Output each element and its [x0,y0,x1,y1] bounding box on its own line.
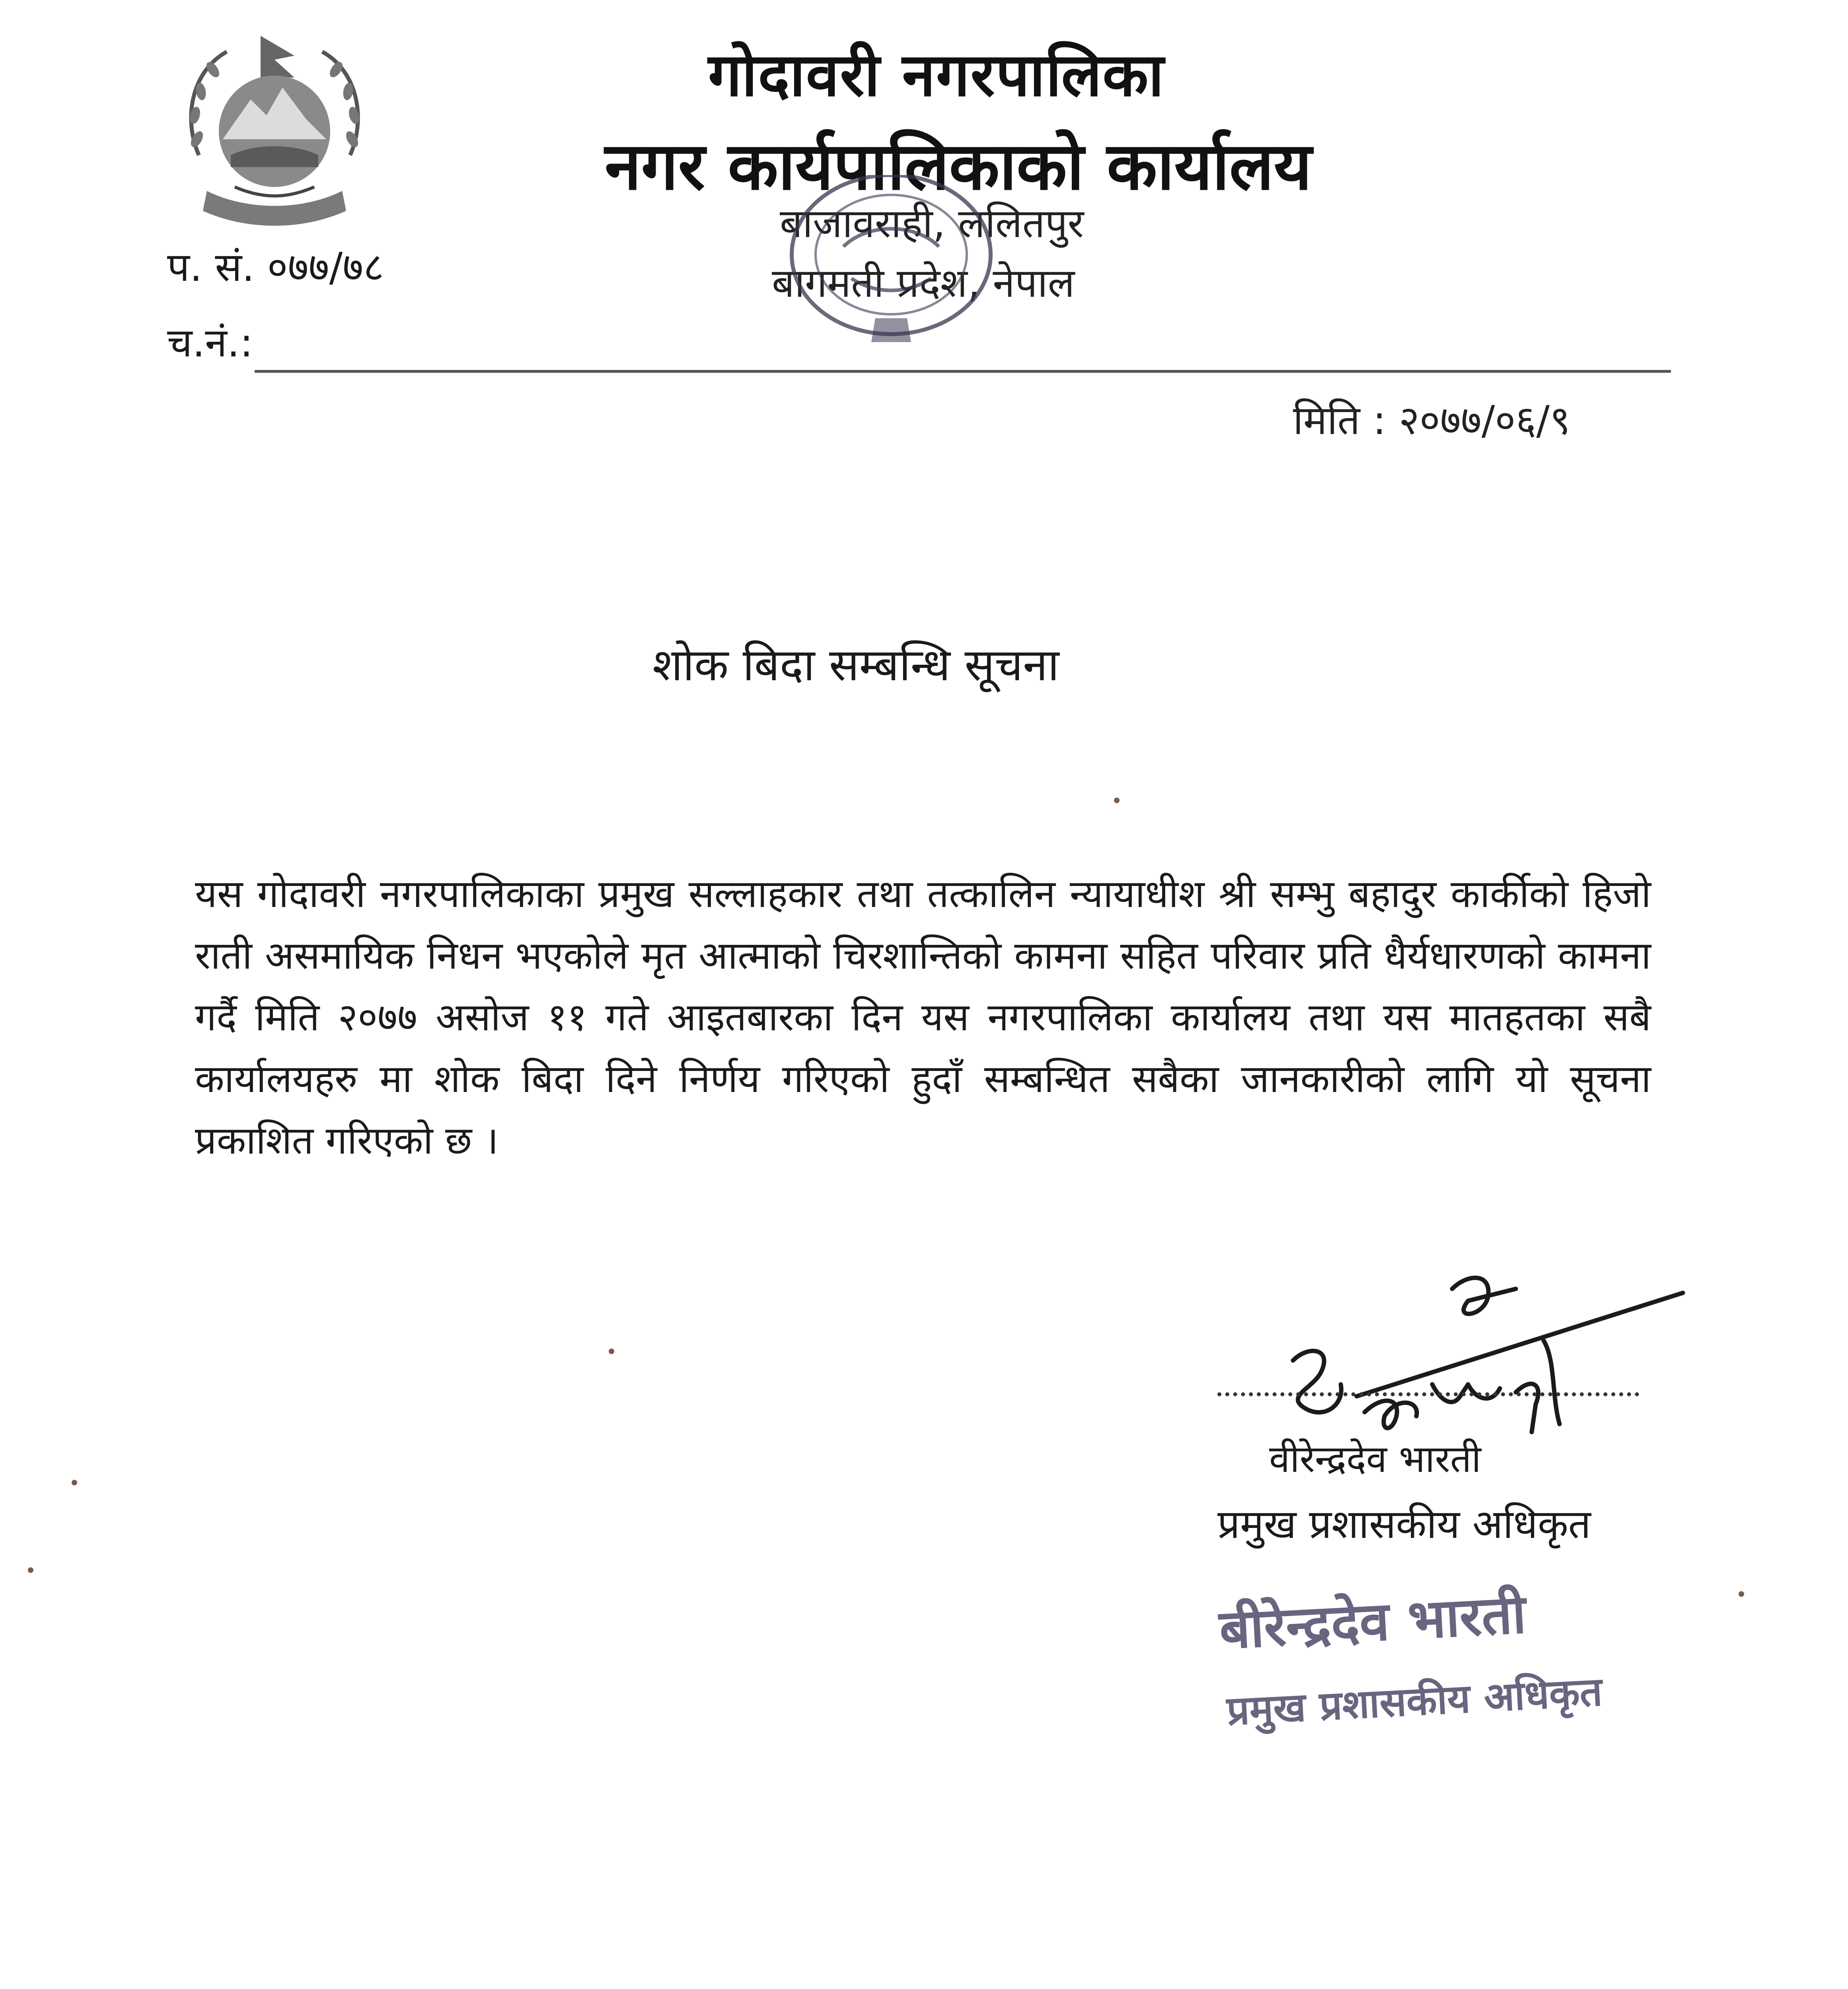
signature-line [1217,1392,1639,1396]
scan-speck [1739,1591,1744,1597]
header-divider [255,370,1671,373]
scan-speck [1114,798,1120,803]
document-date: मिति : २०७७/०६/९ [1293,397,1571,444]
notice-body: यस गोदावरी नगरपालिकाका प्रमुख सल्लाहकार तथा तत्कालिन न्यायाधीश श्री सम्भु बहादुर कार्कीको हिजो राती असमायिक निधन भएकोले मृत आत्माको चिरशान्तिको कामना सहित परिवार प्रति धैर्यधारणको कामना गर्दै मिति २०७७ असोज ११ गते आइतबारका दिन यस नगरपालिका कार्यालय तथा यस मातहतका सबै कार्यालयहरु मा शोक बिदा दिने निर्णय गरिएको हुदाँ सम्बन्धित सबैका जानकारीको लागि यो सूचना प्रकाशित गरिएको छ । [195,872,1651,1163]
office-name: नगर कार्यपालिकाको कार्यालय [605,128,1312,204]
dispatch-number: च.नं.: [167,319,253,366]
scan-speck [72,1480,77,1485]
scan-speck [609,1349,614,1354]
notice-subject: शोक बिदा सम्बन्धि सूचना [652,639,1059,691]
name-stamp: बीरेन्द्रदेव भारती [1217,1582,1528,1661]
title-stamp: प्रमुख प्रशासकीय अधिकृत [1225,1668,1604,1734]
municipality-name: गोदावरी नगरपालिका [708,41,1165,110]
address-line-1: बाजावराही, ललितपुर [780,200,1084,247]
reference-number: प. सं. ०७७/७८ [167,244,384,290]
office-seal-stamp-icon [724,175,1050,374]
address-line-2: बागमती प्रदेश, नेपाल [772,260,1075,306]
nepal-emblem-icon [175,24,374,247]
signatory-name: वीरेन्द्रदेव भारती [1269,1438,1481,1481]
signatory-title: प्रमुख प्रशासकीय अधिकृत [1217,1501,1591,1547]
scan-speck [28,1567,33,1573]
